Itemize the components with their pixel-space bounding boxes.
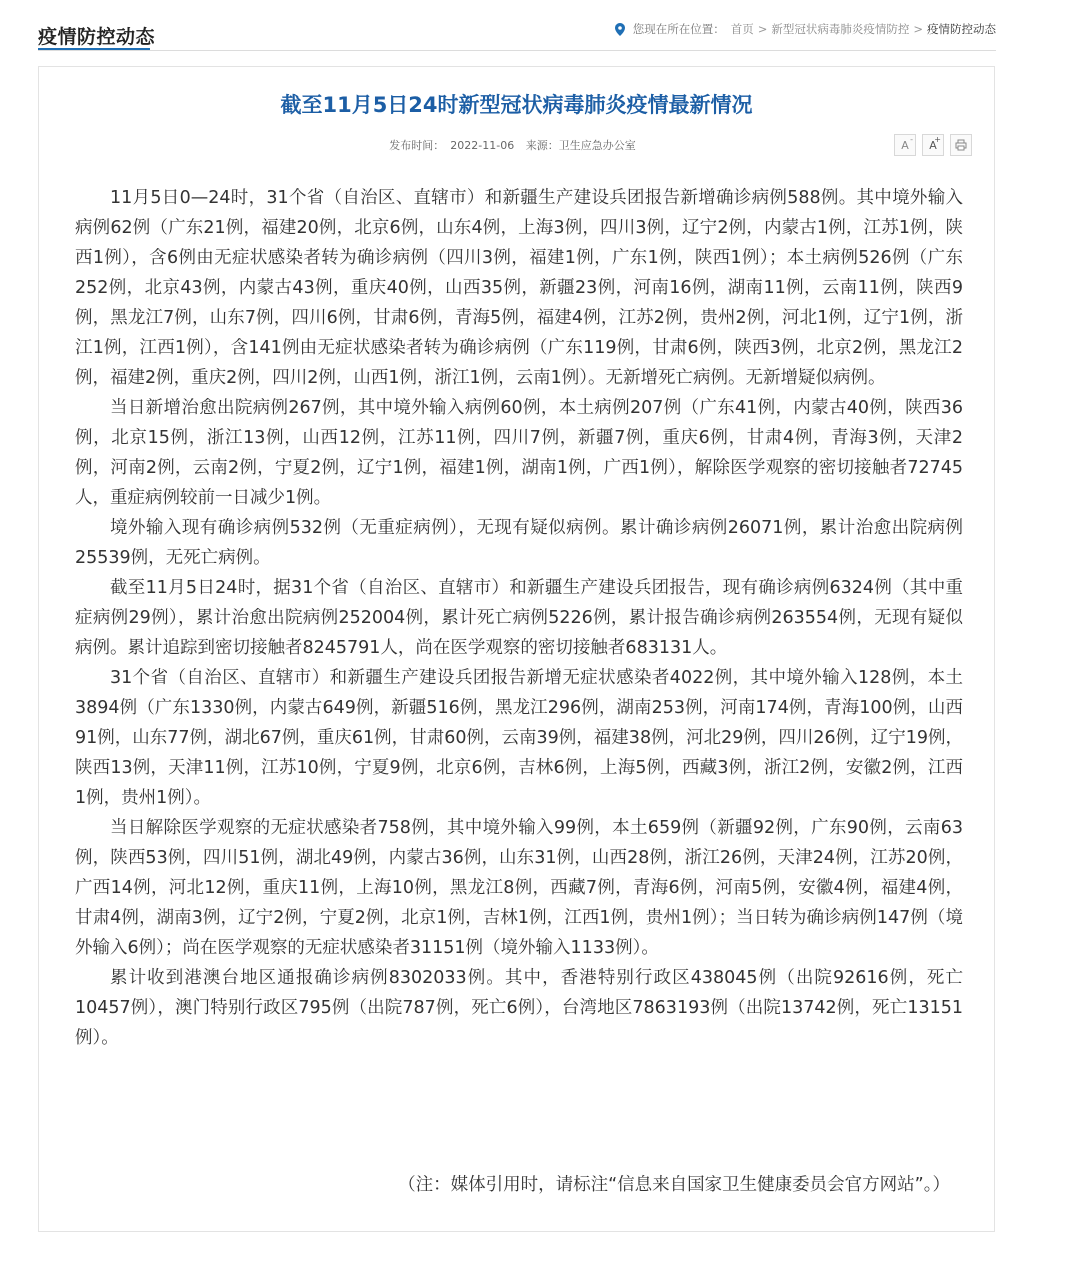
breadcrumb-separator: > xyxy=(913,22,923,36)
publish-date xyxy=(389,139,514,152)
article-paragraph: 境外输入现有确诊病例532例（无重症病例），无现有疑似病例。累计确诊病例26071例，累计治愈出院病例25539例，无死亡病例。 xyxy=(75,518,963,568)
article-source xyxy=(526,139,636,152)
breadcrumb-separator: > xyxy=(757,22,768,36)
publish-date-value: 2022-11-06 xyxy=(450,139,515,152)
article-paragraph: 31个省（自治区、直辖市）和新疆生产建设兵团报告新增无症状感染者4022例，其中境外输入128例，本土3894例（广东1330例，内蒙古649例，新疆516例，黑龙江296例，湖南253例，河南174例，青海100例，山西91例，山东77例，湖北67例，重庆61例，甘肃60例，云南39例，福建38例，河北29例，四川26例，辽宁19例，陕西13例，天津11例，江苏10例，宁夏9例，北京6例，吉林6例，上海5例，西藏3例，浙江2例，安徽2例，江西1例，贵州1例）。 xyxy=(75,668,963,808)
plus-icon: + xyxy=(934,135,941,144)
article-paragraph: 累计收到港澳台地区通报确诊病例8302033例。其中，香港特别行政区438045例（出院92616例，死亡10457例），澳门特别行政区795例（出院787例，死亡6例），台湾地区7863193例（出院13742例，死亡13151例）。 xyxy=(75,968,963,1048)
printer-icon xyxy=(955,139,967,151)
article-paragraph: 截至11月5日24时，据31个省（自治区、直辖市）和新疆生产建设兵团报告，现有确诊病例6324例（其中重症病例29例），累计治愈出院病例252004例，累计死亡病例5226例，累计报告确诊病例263554例，无现有疑似病例。累计追踪到密切接触者8245791人，尚在医学观察的密切接触者683131人。 xyxy=(75,578,963,658)
breadcrumb-current: 疫情防控动态 xyxy=(927,22,996,36)
section-title: 疫情防控动态 xyxy=(38,26,156,48)
article-card xyxy=(38,66,995,1232)
breadcrumb xyxy=(615,21,996,37)
minus-icon: - xyxy=(910,135,913,144)
media-citation-note: （注：媒体引用时，请标注“信息来自国家卫生健康委员会官方网站”。） xyxy=(398,1175,950,1195)
source-value: 卫生应急办公室 xyxy=(558,139,636,152)
article-meta xyxy=(39,137,994,153)
article-body xyxy=(75,183,963,1053)
article-tools xyxy=(894,134,972,156)
article-paragraph: 当日新增治愈出院病例267例，其中境外输入病例60例，本土病例207例（广东41例，内蒙古40例，陕西36例，北京15例，浙江13例，山西12例，江苏11例，四川7例，新疆7例，重庆6例，甘肃4例，青海3例，天津2例，河南2例，云南2例，宁夏2例，辽宁1例，福建1例，湖南1例，广西1例），解除医学观察的密切接触者72745人，重症病例较前一日减少1例。 xyxy=(75,398,963,508)
breadcrumb-home-link[interactable]: 首页 xyxy=(730,22,754,36)
article-paragraph: 11月5日0—24时，31个省（自治区、直辖市）和新疆生产建设兵团报告新增确诊病例588例。其中境外输入病例62例（广东21例，福建20例，北京6例，山东4例，上海3例，四川3例，辽宁2例，内蒙古1例，江苏1例，陕西1例），含6例由无症状感染者转为确诊病例（四川3例，福建1例，广东1例，陕西1例）；本土病例526例（广东252例，北京43例，内蒙古43例，重庆40例，山西35例，新疆23例，河南16例，湖南11例，云南11例，陕西9例，黑龙江7例，山东7例，四川6例，甘肃6例，青海5例，福建4例，江苏2例，贵州2例，河北1例，辽宁1例，浙江1例，江西1例），含141例由无症状感染者转为确诊病例（广东119例，甘肃6例，陕西3例，北京2例，黑龙江2例，福建2例，重庆2例，四川2例，山西1例，浙江1例，云南1例）。无新增死亡病例。无新增疑似病例。 xyxy=(75,188,963,388)
breadcrumb-covid-link[interactable]: 新型冠状病毒肺炎疫情防控 xyxy=(771,22,910,36)
header-divider xyxy=(38,50,996,51)
article-paragraph: 当日解除医学观察的无症状感染者758例，其中境外输入99例，本土659例（新疆92例，广东90例，云南63例，陕西53例，四川51例，湖北49例，内蒙古36例，山东31例，山西28例，浙江26例，天津24例，江苏20例，广西14例，河北12例，重庆11例，上海10例，黑龙江8例，西藏7例，青海6例，河南5例，安徽4例，福建4例，甘肃4例，湖南3例，辽宁2例，宁夏2例，北京1例，吉林1例，江西1例，贵州1例）；当日转为确诊病例147例（境外输入6例）；尚在医学观察的无症状感染者31151例（境外输入1133例）。 xyxy=(75,818,963,958)
font-decrease-label: A xyxy=(901,138,909,152)
breadcrumb-prefix: 您现在所在位置： xyxy=(632,22,725,36)
location-pin-icon xyxy=(615,23,625,36)
font-increase-button[interactable] xyxy=(922,134,944,156)
source-label: 来源： xyxy=(525,139,559,152)
print-button[interactable] xyxy=(950,134,972,156)
font-decrease-button[interactable] xyxy=(894,134,916,156)
publish-label: 发布时间： xyxy=(389,139,445,152)
article-title: 截至11月5日24时新型冠状病毒肺炎疫情最新情况 xyxy=(280,93,753,117)
font-increase-label: A xyxy=(929,138,937,152)
